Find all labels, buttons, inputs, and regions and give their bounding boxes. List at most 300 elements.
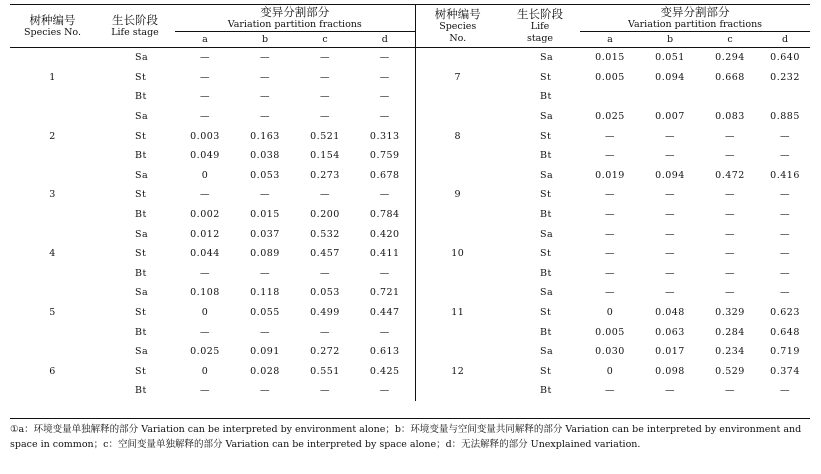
life-stage-cell — [95, 283, 175, 303]
species-header-left — [10, 5, 95, 48]
species-number-cell — [10, 205, 95, 225]
fraction-a-cell: — — [605, 228, 616, 240]
fraction-b-cell: — — [665, 385, 676, 397]
fraction-c-cell: — — [320, 189, 330, 201]
life-stage-cell — [95, 362, 175, 382]
life-stage-label: Sa — [540, 287, 554, 299]
life-stage-label: Bt — [540, 267, 552, 279]
fraction-b-cell: — — [260, 326, 270, 338]
life-stage-cell — [95, 87, 175, 107]
fraction-a-cell: — — [605, 150, 616, 162]
fraction-c-cell: 0.083 — [715, 111, 745, 123]
life-stage-cell — [500, 107, 580, 127]
species-number-cell — [10, 107, 95, 127]
fraction-c-cell: — — [725, 228, 736, 240]
life-stage-label: St — [540, 365, 552, 377]
fraction-b-cell: — — [260, 91, 270, 103]
fraction-b-cell: 0.015 — [250, 209, 280, 221]
species-number-cell — [415, 224, 500, 244]
life-stage-label: Sa — [135, 346, 149, 358]
fraction-d-cell: 0.416 — [770, 169, 800, 181]
fraction-c-cell: 0.668 — [715, 71, 745, 83]
fraction-a-cell: — — [605, 267, 616, 279]
table-row — [10, 322, 810, 342]
life-stage-cell — [95, 381, 175, 401]
life-stage-label: St — [540, 130, 552, 142]
life-stage-cell — [95, 107, 175, 127]
fraction-d-cell: — — [379, 326, 390, 338]
life-stage-cell — [500, 185, 580, 205]
fraction-d-cell: — — [780, 228, 791, 240]
fraction-b-cell: — — [260, 71, 270, 83]
species-number-cell — [10, 224, 95, 244]
life-stage-cell — [500, 283, 580, 303]
fraction-b-cell: 0.055 — [250, 307, 280, 319]
life-stage-cell — [500, 322, 580, 342]
life-stage-label: St — [540, 248, 552, 260]
fraction-b-cell: — — [665, 150, 676, 162]
species-number-cell — [10, 146, 95, 166]
life-stage-cell — [500, 166, 580, 186]
vp-header-zh-right: 变异分割部分 — [660, 5, 730, 19]
fraction-a-cell: — — [605, 189, 616, 201]
table-row — [10, 107, 810, 127]
life-stage-label: Bt — [135, 150, 147, 162]
fraction-b-cell: — — [665, 209, 676, 221]
fraction-c-cell: — — [725, 287, 736, 299]
table-row — [10, 146, 810, 166]
life-stage-label: Sa — [540, 169, 554, 181]
species-number-cell — [10, 342, 95, 362]
fraction-d-cell: 0.425 — [369, 365, 400, 377]
table-row — [10, 68, 810, 88]
life-stage-cell — [500, 342, 580, 362]
footnote-rule — [10, 418, 810, 419]
fraction-c-cell: 0.472 — [715, 169, 745, 181]
life-stage-cell — [95, 303, 175, 323]
table-row — [10, 166, 810, 186]
fraction-c-cell: 0.499 — [310, 307, 340, 319]
fraction-b-cell: — — [260, 52, 270, 64]
fraction-b-cell: — — [665, 130, 676, 142]
fraction-d-cell: 0.719 — [770, 346, 800, 358]
species-number-cell — [10, 166, 95, 186]
fraction-b-cell: 0.163 — [250, 130, 280, 142]
species-number-cell — [415, 205, 500, 225]
fraction-d-cell: 0.648 — [770, 326, 800, 338]
fraction-b-cell: 0.007 — [655, 111, 685, 123]
fraction-d-cell: 0.613 — [369, 346, 400, 358]
species-number-cell: 12 — [415, 362, 500, 382]
fraction-d-cell: — — [379, 52, 390, 64]
fraction-c-cell: 0.329 — [715, 307, 745, 319]
life-stage-label: Bt — [540, 209, 552, 221]
fraction-c-cell: 0.053 — [310, 287, 340, 299]
table-row — [10, 87, 810, 107]
fraction-a-cell: 0.019 — [595, 169, 625, 181]
fraction-d-cell: — — [780, 267, 791, 279]
species-number-cell: 2 — [49, 130, 56, 142]
species-number-cell: 3 — [49, 189, 56, 201]
life-stage-label: Bt — [135, 267, 147, 279]
species-number-cell — [415, 107, 500, 127]
life-stage-label: St — [135, 248, 147, 260]
vp-header-right — [580, 5, 810, 32]
fraction-c-cell: — — [725, 248, 736, 260]
stage-header-zh: 生长阶段 — [112, 13, 158, 27]
table-row — [10, 224, 810, 244]
fraction-d-cell: 0.411 — [369, 248, 400, 260]
species-header-en: Species No. — [24, 27, 81, 38]
life-stage-label: St — [135, 365, 147, 377]
species-number-cell: 9 — [415, 185, 500, 205]
fraction-b-cell: — — [665, 189, 676, 201]
fraction-c-cell: — — [320, 267, 330, 279]
life-stage-cell — [500, 87, 580, 107]
fraction-b-cell: — — [665, 248, 676, 260]
fraction-a-cell — [580, 87, 640, 107]
fraction-a-cell: 0.003 — [190, 130, 220, 142]
fraction-a-cell: 0.030 — [595, 346, 625, 358]
life-stage-cell — [500, 224, 580, 244]
fraction-c-cell — [700, 87, 760, 107]
fraction-b-cell: 0.038 — [250, 150, 280, 162]
fraction-c-cell: — — [725, 130, 736, 142]
fraction-a-cell: — — [200, 385, 210, 397]
fraction-a-cell: — — [605, 209, 616, 221]
fraction-a-cell: 0 — [201, 365, 209, 377]
species-number-cell — [415, 146, 500, 166]
fraction-b-cell: 0.089 — [250, 248, 280, 260]
life-stage-cell — [95, 264, 175, 284]
species-header-en-right-1: Species — [439, 21, 477, 32]
species-number-cell — [10, 322, 95, 342]
fraction-d-cell: — — [379, 71, 390, 83]
life-stage-cell — [95, 68, 175, 88]
fraction-b-cell: — — [665, 267, 676, 279]
stage-header-zh-right: 生长阶段 — [517, 7, 564, 21]
fraction-a-cell: — — [200, 267, 210, 279]
life-stage-label: Sa — [540, 346, 554, 358]
col-a-left: a — [175, 32, 235, 48]
fraction-a-cell: — — [200, 326, 210, 338]
col-b-left: b — [235, 32, 295, 48]
fraction-a-cell: 0.015 — [595, 52, 625, 64]
col-d-right: d — [760, 32, 810, 48]
species-number-cell — [415, 48, 500, 68]
species-number-cell — [10, 48, 95, 68]
col-c-left: c — [295, 32, 355, 48]
fraction-a-cell: 0.012 — [190, 228, 220, 240]
fraction-c-cell: — — [320, 326, 330, 338]
life-stage-cell — [500, 264, 580, 284]
stage-header-en: Life stage — [111, 27, 159, 38]
life-stage-cell — [95, 146, 175, 166]
fraction-c-cell: 0.284 — [715, 326, 745, 338]
fraction-b-cell: 0.063 — [655, 326, 685, 338]
life-stage-label: St — [135, 307, 147, 319]
fraction-a-cell: — — [605, 287, 616, 299]
fraction-a-cell: 0.005 — [595, 71, 625, 83]
life-stage-cell — [95, 342, 175, 362]
fraction-d-cell: 0.313 — [369, 130, 400, 142]
fraction-b-cell: — — [665, 287, 676, 299]
fraction-b-cell: — — [260, 267, 270, 279]
fraction-d-cell: — — [780, 130, 791, 142]
species-number-cell — [415, 322, 500, 342]
fraction-c-cell: 0.529 — [715, 365, 745, 377]
stage-header-en-right-2: stage — [526, 33, 554, 44]
fraction-a-cell: 0 — [201, 169, 209, 181]
life-stage-label: St — [540, 71, 552, 83]
table-row — [10, 362, 810, 382]
fraction-c-cell: — — [725, 385, 736, 397]
fraction-a-cell: — — [200, 111, 210, 123]
fraction-d-cell: — — [379, 91, 390, 103]
life-stage-label: St — [540, 307, 552, 319]
life-stage-label: Sa — [540, 52, 554, 64]
species-number-cell — [10, 283, 95, 303]
life-stage-label: Bt — [135, 91, 147, 103]
fraction-a-cell: — — [605, 130, 616, 142]
fraction-c-cell: — — [320, 52, 330, 64]
life-stage-cell — [500, 303, 580, 323]
species-number-cell: 1 — [49, 71, 56, 83]
fraction-d-cell: 0.784 — [369, 209, 400, 221]
fraction-a-cell: — — [200, 189, 210, 201]
fraction-b-cell: 0.017 — [655, 346, 685, 358]
fraction-d-cell: — — [780, 189, 791, 201]
fraction-a-cell: 0.025 — [190, 346, 220, 358]
fraction-d-cell: — — [780, 287, 791, 299]
life-stage-label: Bt — [135, 209, 147, 221]
fraction-c-cell: — — [725, 267, 736, 279]
fraction-b-cell: — — [260, 111, 270, 123]
fraction-c-cell: — — [725, 209, 736, 221]
fraction-c-cell: 0.532 — [310, 228, 340, 240]
fraction-b-cell: 0.053 — [250, 169, 280, 181]
fraction-b-cell: 0.094 — [655, 71, 685, 83]
vp-header-left — [175, 5, 415, 32]
life-stage-cell — [500, 205, 580, 225]
col-d-left: d — [355, 32, 415, 48]
fraction-c-cell: 0.521 — [310, 130, 340, 142]
fraction-a-cell: 0 — [606, 307, 614, 319]
table-row — [10, 48, 810, 68]
species-header-zh-right: 树种编号 — [434, 7, 481, 21]
col-b-right: b — [640, 32, 700, 48]
fraction-a-cell: — — [605, 385, 616, 397]
fraction-d-cell: 0.374 — [770, 365, 800, 377]
fraction-d-cell: 0.721 — [369, 287, 400, 299]
life-stage-label: St — [135, 189, 147, 201]
fraction-b-cell: — — [260, 189, 270, 201]
fraction-c-cell: 0.551 — [310, 365, 340, 377]
species-number-cell — [415, 342, 500, 362]
fraction-d-cell: 0.759 — [369, 150, 400, 162]
table-row — [10, 244, 810, 264]
life-stage-cell — [95, 244, 175, 264]
life-stage-cell — [95, 48, 175, 68]
fraction-c-cell: — — [725, 189, 736, 201]
life-stage-cell — [500, 362, 580, 382]
life-stage-label: Sa — [135, 169, 149, 181]
species-number-cell — [10, 87, 95, 107]
fraction-d-cell: — — [780, 385, 791, 397]
species-number-cell: 8 — [415, 126, 500, 146]
life-stage-cell — [500, 381, 580, 401]
fraction-a-cell: 0 — [606, 365, 614, 377]
fraction-c-cell: — — [320, 385, 330, 397]
fraction-a-cell: 0.049 — [190, 150, 220, 162]
footnote: ①a：环境变量单独解释的部分 Variation can be interpreted by environment alone；b：环境变量与空间变量共同解释的部分 Variation can be interpreted by environment and space in common；c：空间变量单独解释的部分 Variation can be interpreted by space alone；d：无法解释的部分 Unexplained variation. — [10, 424, 802, 450]
fraction-a-cell: — — [200, 52, 210, 64]
table-row — [10, 283, 810, 303]
species-header-zh: 树种编号 — [29, 13, 76, 27]
life-stage-cell — [95, 322, 175, 342]
fraction-d-cell: — — [379, 189, 390, 201]
fraction-c-cell: — — [725, 150, 736, 162]
fraction-c-cell: — — [320, 111, 330, 123]
fraction-d-cell: 0.623 — [770, 307, 800, 319]
life-stage-cell — [500, 68, 580, 88]
fraction-d-cell: — — [379, 267, 390, 279]
life-stage-cell — [500, 244, 580, 264]
fraction-b-cell: 0.048 — [655, 307, 685, 319]
fraction-c-cell: 0.294 — [715, 52, 745, 64]
species-number-cell: 11 — [415, 303, 500, 323]
species-header-right — [415, 5, 500, 48]
fraction-b-cell: — — [260, 385, 270, 397]
fraction-b-cell: 0.037 — [250, 228, 280, 240]
fraction-c-cell: — — [320, 71, 330, 83]
life-stage-cell — [95, 224, 175, 244]
species-number-cell: 7 — [415, 68, 500, 88]
life-stage-cell — [95, 126, 175, 146]
fraction-b-cell: 0.098 — [655, 365, 685, 377]
fraction-a-cell: — — [200, 71, 210, 83]
stage-header-left — [95, 5, 175, 48]
fraction-d-cell: 0.640 — [770, 52, 800, 64]
fraction-b-cell: 0.051 — [655, 52, 685, 64]
life-stage-label: St — [135, 130, 147, 142]
life-stage-label: St — [135, 71, 147, 83]
fraction-d-cell: 0.420 — [369, 228, 400, 240]
stage-header-right — [500, 5, 580, 48]
fraction-a-cell: 0 — [201, 307, 209, 319]
table-row — [10, 381, 810, 401]
fraction-a-cell: 0.025 — [595, 111, 625, 123]
life-stage-cell — [95, 166, 175, 186]
species-number-cell: 10 — [415, 244, 500, 264]
fraction-b-cell: — — [665, 228, 676, 240]
fraction-c-cell: 0.272 — [310, 346, 340, 358]
fraction-d-cell: — — [379, 385, 390, 397]
header-row — [10, 5, 810, 32]
life-stage-cell — [500, 126, 580, 146]
fraction-b-cell — [640, 87, 700, 107]
species-number-cell — [415, 283, 500, 303]
life-stage-label: Bt — [540, 385, 552, 397]
vp-header-zh: 变异分割部分 — [260, 5, 330, 19]
fraction-b-cell: 0.091 — [250, 346, 280, 358]
fraction-a-cell: 0.005 — [595, 326, 625, 338]
life-stage-label: Bt — [540, 326, 552, 338]
table-row — [10, 205, 810, 225]
variation-partition-table — [10, 4, 810, 401]
table-row — [10, 342, 810, 362]
life-stage-label: Bt — [540, 91, 552, 103]
table-row — [10, 303, 810, 323]
fraction-c-cell: 0.234 — [715, 346, 745, 358]
table-row — [10, 126, 810, 146]
table-row — [10, 185, 810, 205]
fraction-d-cell: — — [780, 248, 791, 260]
table-body — [10, 48, 810, 401]
life-stage-label: Sa — [135, 52, 149, 64]
species-number-cell: 4 — [49, 248, 56, 260]
fraction-a-cell: 0.044 — [190, 248, 220, 260]
species-number-cell: 6 — [49, 365, 56, 377]
life-stage-label: Sa — [135, 287, 149, 299]
species-number-cell — [415, 166, 500, 186]
species-number-cell — [415, 87, 500, 107]
fraction-a-cell: 0.108 — [190, 287, 220, 299]
life-stage-label: Bt — [135, 326, 147, 338]
fraction-c-cell: 0.154 — [310, 150, 340, 162]
species-number-cell: 5 — [49, 307, 56, 319]
fraction-b-cell: 0.094 — [655, 169, 685, 181]
fraction-c-cell: — — [320, 91, 330, 103]
species-header-en-right-2: No. — [449, 33, 467, 44]
species-number-cell — [10, 381, 95, 401]
life-stage-cell — [500, 48, 580, 68]
life-stage-label: Bt — [135, 385, 147, 397]
species-number-cell — [10, 264, 95, 284]
fraction-b-cell: 0.118 — [250, 287, 280, 299]
fraction-d-cell: — — [780, 209, 791, 221]
life-stage-cell — [500, 146, 580, 166]
life-stage-label: Sa — [135, 228, 149, 240]
life-stage-cell — [95, 205, 175, 225]
vp-header-en: Variation partition fractions — [227, 19, 362, 30]
fraction-d-cell: — — [780, 150, 791, 162]
fraction-a-cell: — — [200, 91, 210, 103]
vp-header-en-right: Variation partition fractions — [627, 19, 763, 30]
fraction-d-cell: 0.885 — [770, 111, 800, 123]
species-number-cell — [415, 264, 500, 284]
col-a-right: a — [580, 32, 640, 48]
life-stage-label: Bt — [540, 150, 552, 162]
life-stage-label: Sa — [135, 111, 149, 123]
fraction-c-cell: 0.200 — [310, 209, 340, 221]
fraction-c-cell: 0.273 — [310, 169, 340, 181]
fraction-d-cell — [760, 87, 810, 107]
fraction-a-cell: — — [605, 248, 616, 260]
fraction-d-cell: — — [379, 111, 390, 123]
col-c-right: c — [700, 32, 760, 48]
species-number-cell — [415, 381, 500, 401]
fraction-b-cell: 0.028 — [250, 365, 280, 377]
table-row — [10, 264, 810, 284]
fraction-d-cell: 0.678 — [369, 169, 400, 181]
life-stage-label: Sa — [540, 111, 554, 123]
fraction-c-cell: 0.457 — [310, 248, 340, 260]
fraction-d-cell: 0.447 — [369, 307, 400, 319]
fraction-d-cell: 0.232 — [770, 71, 800, 83]
life-stage-label: St — [540, 189, 552, 201]
stage-header-en-right-1: Life — [530, 21, 550, 32]
